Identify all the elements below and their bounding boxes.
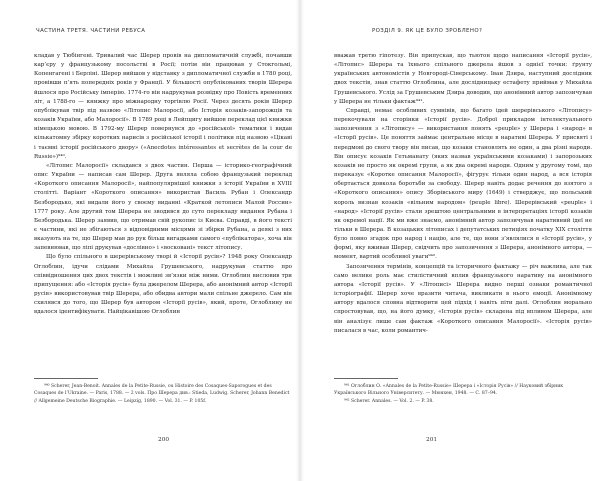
page-number-right: 201 (426, 437, 438, 443)
paragraph: Запозичення термінів, концепцій та історичного фактажу — річ важлива, але так само велике роль має стилістичний вплив французького наративу на анонімного автора «Історії русів». У «Літописі» Шерера видно перші ознаки романтичної історіографії. Шерер хоче вразити читача, викликати в нього емоції. Анонімному автору вдалося сповна відтворити цей підхід і навіть піти далі. Оглоблин морально спростовував, що, на його думку, «Історія русів» складена під впливом Шерера, але він аналізує лише сам фактаж «Короткого описання Малоросії». «Історія русів» писалася в час, коли романтич- (334, 263, 592, 334)
paragraph: «Літопис Малоросії» складався з двох частин. Перша — історико-географічний опис України — написав сам Шерер. Друга являла собою французький переклад «Короткого описання Малоросії», найпопулярнішої книжки з історії України в XVIII столітті. Варіант «Короткого описання» використав Василь Рубан і Олександр Безбородько, які видали його у своєму виданні «Краткой летописи Малой России» 1777 року. Але другий том Шерера не зводився до суто перекладу видання Рубана і Безбородька. Шерер заявив, що отримав свій рукопис із Києва. Справді, в його тексті є частини, які не збігаються з відповідними місцями зі збірки Рубана, а деякі з них вказують на те, що Шерер мав до рук більш вигадками самого «публікатора», хоча він запевнював, що ліпі друкував «дослівно» і «восковані» текст літопису. (34, 162, 292, 252)
paragraph: Що було спільного в шерерівському творі й «Історії русів»? 1948 року Олександр Оглоблин, ідучи слідами Михайла Грушевського, надрукував статтю про співвідношення цих двох текстів і можливі зв’язки між ними. Оглоблин висловив три припущення: або «Історія русів» була джерелом Шерера, або анонімний автор «Історії русів» використовував твір Шерера, або обидва автори мали спільне джерело. Сам він схилявся до того, що Шерер був автором «Історії русів», який, проте, Оглоблину не вдалося ідентифікувати. Найцікавішою Оглоблин (34, 254, 292, 316)
footnote: ⁹⁴⁰ Scherer, Jean-Benoit. Annales de la Petite-Russie, ou Histoire des Cosaques-Saporogues et des Cosaques de l’Ukraine. — Paris, 1788. — 2 vols. Про Шерера див.: Stieda, Ludwig. Scherer, Johann Benedict // Allgemeine Deutsche Biographie. — Leipzig, 1890. — Vol. 31. — P. 105f. (34, 384, 290, 404)
paragraph: Справді, немає особливих сумнівів, що багато ідей шерерівського «Літопису» перекочували на сторінки «Історії русів». Доброї прикладом інтелектуального запозичення з «Літопису» — використання понять «peuple» у Шерера і «народ» в «Історії русів». Це поняття займає центральне місце в наративі Шерера. У присвяті і передмові до свого твору він писав, що козаки становлять не один, а два різні народи. Він описує козаків Гетьманату (яких назвав українськими козаками) і запорозьких козаків не просто як окремі групи, а як два окремі народи. Одним у другому томі, що переказує «Коротке описання Малоросії», фігурує тільки один народ, а вся історія обертається довкола боротьби за свободу. Шерер навіть додає речення до взятого з «Короткого описання» опису Зборівського миру (1649) і стверджує, що польський король визнав козаків «вільним народом» (peuple libre). Шерерівський «peuple» і «народ» «Історії русів» стали зрештою центральними в інтерпретаціях історії козаків як окремої нації. Як ми вже знаємо, анонімний автор запозичував наративний ідеї не тільки в Шерера. В козацьких літописах і депутатських петиціях початку XIX століття було повно згадок про народ і націю, але те, що вони з’являлися в «Історії русів», у формі, яку вживав Шерер, свідчить про запозичення з Шерера, анонімного автора, — момент, вартий особливої уваги⁹⁴². (334, 107, 592, 261)
footnote-rule (334, 378, 398, 379)
footnotes-left (34, 378, 290, 405)
left-page (0, 0, 292, 481)
running-header-right: РОЗДІЛ 9. ЯК ЦЕ БУЛО ЗРОБЛЕНО? (372, 28, 483, 34)
right-body-text (334, 52, 592, 336)
running-header-left: ЧАСТИНА ТРЕТЯ. ЧАСТИНИ РЕБУСА (36, 28, 146, 34)
footnote: ⁹⁴¹ Оглоблин О. «Annales de la Petite-Russie» Шерера і «Історія Русів» // Науковий збірник Українського Вільного Університету. — Мюнхен, 1948. — С. 87–94. (334, 384, 564, 397)
paragraph: вважав третю гіпотезу. Він припускав, що тьютон щодо написання «Історії русів», «Літопис» Шерера та їхнього спільного джерела йшов з однієї точки: ґрунту українських автономістів у Новгороді-Сіверському. Іван Дзира, наступний дослідник двох текстів, знав статтю Оглоблина, але дослідницьку естафету приймав у Михайла Грушевського. Услід за Грушевським Дзира доводив, що анонімний автор запозичував у Шерера не тільки фактаж⁹⁴¹. (334, 53, 592, 105)
footnotes-right (334, 378, 590, 405)
footnote: ⁹⁴² Scherer. Annales. — Vol. 2. — P. 38. (344, 398, 434, 404)
left-body-text (34, 52, 292, 318)
paragraph: кладав у Тюбінгені. Тривалий час Шерер провів на дипломатичній службі, почавши кар’єру у французькому посольстві в Росії; потім він працював у Стокгольмі, Копенгагені і Берліні. Шерер вийшов у відставку з дипломатичної служби в 1780 році, провівши п’ять попередніх років у Франції. У більшості опублікованих творів Шерера йшлося про Російську імперію. 1774-го він надрукував розвідку про Повість временних літ, а 1788-го — книжку про міжнародну торгівлю Росії. Через десять років Шерер опублікував твір під назвою «Літопис Малоросії, або Історія козаків-запорожців та козаків України, або Малоросії». В 1789 році в Лейпцигу вийшов переклад цієї книжки німецькою мовою. В 1792-му Шерер повернувся до «російської» тематики і видав кількатомну збірку коротких нарисів з російської історії і політики під назвою «Цікаві і таємні історії російського двору» («Anecdotes intéressantes et secrètes de la cour de Russie»)⁹⁴⁰. (34, 53, 292, 160)
page-number-left: 200 (158, 437, 170, 443)
gutter (296, 0, 304, 481)
footnote-rule (34, 378, 98, 379)
right-page (304, 0, 596, 481)
